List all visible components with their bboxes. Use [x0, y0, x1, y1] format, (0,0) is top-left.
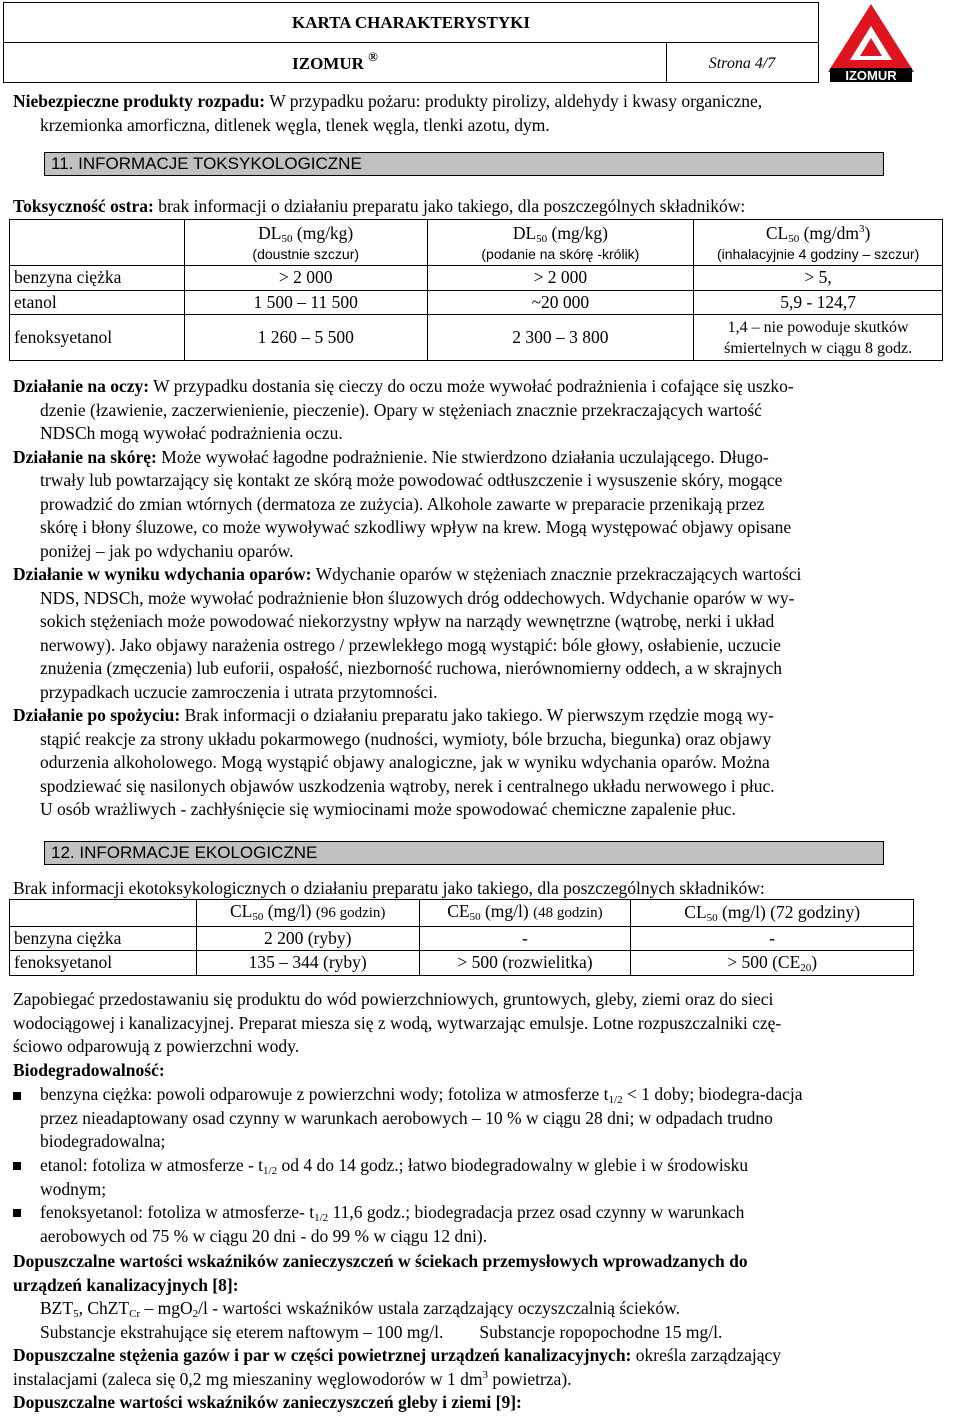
prevention-paragraph: Zapobiegać przedostawaniu się produktu do wód powierzchniowych, gruntowych, gleby, ziemi oraz do sieci wodociągowej i kanalizacyjnej. Preparat miesza się z wodą, wytwarzając emulsje. Lotne rozpuszczalniki czę- ściowo odparowują z powierzchni wody. Biodegradowalność:	[13, 988, 933, 1082]
company-name: IZOMUR ®	[4, 43, 667, 82]
bullet-icon	[13, 1162, 21, 1170]
izomur-logo	[826, 2, 916, 84]
table-row: fenoksyetanol 1 260 – 5 500 2 300 – 3 800 1,4 – nie powoduje skutków śmiertelnych w ciągu 8 godz.	[10, 315, 943, 361]
ecotoxicology-table-header: $CL_{50}$ (mg/l) (96 godzin) $CE_{50}$ (mg/l) (48 godzin) $CL_{50}$ (mg/l) (72 godziny)	[10, 900, 914, 927]
bullet-item: benzyna ciężka: powoli odparowuje z powierzchni wody; fotoliza w atmosferze $t_{1/2} < 1$ doby; biodegra-dacja przez nieadaptowany osad czynny w warunkach aerobowych – 10 % w ciągu 28 dni; w odpadach trudno biodegradowalna;	[40, 1084, 803, 1151]
ecotoxicology-table	[9, 899, 914, 976]
inhalation-paragraph: Działanie w wyniku wdychania oparów: Wdychanie oparów w stężeniach znacznie przekraczających wartości	[13, 564, 802, 584]
bullet-item: etanol: fotoliza w atmosferze - $t_{1/2}$ od 4 do 14 godz.; łatwo biodegradowalny w glebie i w środowisku wodnym;	[40, 1155, 749, 1199]
table-row: benzyna ciężka 2 200 (ryby) - -	[10, 926, 914, 951]
logo-text: IZOMUR	[845, 68, 897, 83]
decomposition-paragraph: Niebezpieczne produkty rozpadu: W przypadku pożaru: produkty pirolizy, aldehydy i kwasy organiczne, krzemionka amorficzna, ditlenek węgla, tlenek węgla, tlenki azotu, dym.	[13, 91, 763, 135]
acute-toxicity-line: Toksyczność ostra: brak informacji o działaniu preparatu jako takiego, dla poszczególnych składników:	[13, 196, 746, 216]
bullet-icon	[13, 1209, 21, 1217]
document-header	[3, 2, 819, 83]
sewage-limits: Dopuszczalne wartości wskaźników zanieczyszczeń w ściekach przemysłowych wprowadzanych do urządzeń kanalizacyjnych [8]: $BZT_5$, ChZT$_{Cr}$ – mgO$_2$/l - wartości wskaźników ustala zarządzający oczyszczalnią ścieków. Substancje ekstrahujące się eterem naftowym – 100 mg/l. Substancje ropopochodne 15 mg/l. Dopuszczalne stężenia gazów i par w części powietrznej urządzeń kanalizacyjnych: określa zarządzający instalacjami (zaleca się 0,2 mg mieszaniny węglowodorów w 1 $dm^3$ powietrza). Dopuszczalne wartości wskaźników zanieczyszczeń gleby i ziemi [9]:	[13, 1251, 782, 1412]
table-row: benzyna ciężka > 2 000 > 2 000 > 5,	[10, 266, 943, 291]
eyes-paragraph: Działanie na oczy: W przypadku dostania się cieczy do oczu może wywołać podrażnienia i cofające się uszko-	[13, 376, 794, 396]
document-title: KARTA CHARAKTERYSTYKI	[4, 3, 818, 43]
table-row: etanol 1 500 – 11 500 ~20 000 5,9 - 124,7	[10, 290, 943, 315]
section-11-heading: 11. INFORMACJE TOKSYKOLOGICZNE	[44, 152, 884, 176]
table-row: fenoksyetanol 135 – 344 (ryby) > 500 (rozwielitka) > 500 $(CE_{20})$	[10, 951, 914, 976]
toxicology-table	[9, 219, 943, 361]
page-number: Strona 4/7	[708, 55, 776, 72]
bullet-icon	[13, 1092, 21, 1100]
section-12-heading: 12. INFORMACJE EKOLOGICZNE	[44, 841, 884, 865]
eco-intro: Brak informacji ekotoksykologicznych o działaniu preparatu jako takiego, dla poszczególnych składników:	[13, 878, 765, 898]
biodegradability-label: Biodegradowalność:	[13, 1059, 165, 1080]
effects-paragraphs: Działanie na oczy: W przypadku dostania się cieczy do oczu może wywołać podrażnienia i cofające się uszko- dzenie (łzawienie, zaczerwienienie, pieczenie). Opary w stężeniach znacznie przekraczających wartość NDSCh mogą wywołać podrażnienia oczu. Działanie na skórę: Może wywołać łagodne podrażnienie. Nie stwierdzono działania uczulającego. Długo- trwały lub powtarzający się kontakt ze skórą może powodować odtłuszczenie i wysuszenie skóry, mogące prowadzić do zmian wtórnych (dermatoza ze zużycia). Alkohole zawarte w preparacie przenikają przez skórę i błony śluzowe, co może wywoływać szkodliwy wpływ na krew. Mogą występować objawy opisane poniżej – jak po wdychaniu oparów. Działanie w wyniku wdychania oparów: Wdychanie oparów w stężeniach znacznie przekraczających wartości NDS, NDSCh, może wywołać podrażnienie błon śluzowych dróg oddechowych. Wdychanie oparów w wy- sokich stężeniach może powodować niekorzystny wpływ na narządy wewnętrzne (wątrobę, nerki i układ nerwowy). Jako objawy narażenia ostrego / przewlekłego mogą wystąpić: bóle głowy, osłabienie, uczucie znużenia (zmęczenia) lub euforii, ospałość, niezborność ruchowa, nierównomierny oddech, a w skrajnych przypadkach uczucie zamroczenia i utrata przytomności. Działanie po spożyciu: Brak informacji o działaniu preparatu jako takiego. W pierwszym rzędzie mogą wy- stąpić reakcje za strony układu pokarmowego (nudności, wymioty, bóle brzucha, biegunka) oraz objawy odurzenia alkoholowego. Mogą wystąpić objawy analogiczne, jak w wyniku wdychania oparów. Można spodziewać się nasilonych objawów uszkodzenia wątroby, nerek i centralnego układu nerwowego i płuc. U osób wrażliwych - zachłyśnięcie się wymiocinami może spowodować chemiczne zapalenie płuc.	[13, 375, 933, 822]
bullet-item: fenoksyetanol: fotoliza w atmosferze- $t_{1/2}$ 11,6 godz.; biodegradacja przez osad czynny w warunkach aerobowych od 75 % w ciągu 20 dni - do 99 % w ciągu 12 dni).	[40, 1202, 745, 1246]
toxicology-table-header: $DL_{50}$ (mg/kg) (doustnie szczur) $DL_{50}$ (mg/kg) (podanie na skórę -królik) $CL_{50}$ $(mg/dm^3)$ (inhalacyjnie 4 godziny – szczur)	[10, 220, 943, 266]
ingestion-paragraph: Działanie po spożyciu: Brak informacji o działaniu preparatu jako takiego. W pierwszym rzędzie mogą wy-	[13, 705, 774, 725]
skin-paragraph: Działanie na skórę: Może wywołać łagodne podrażnienie. Nie stwierdzono działania uczulającego. Długo-	[13, 446, 769, 467]
